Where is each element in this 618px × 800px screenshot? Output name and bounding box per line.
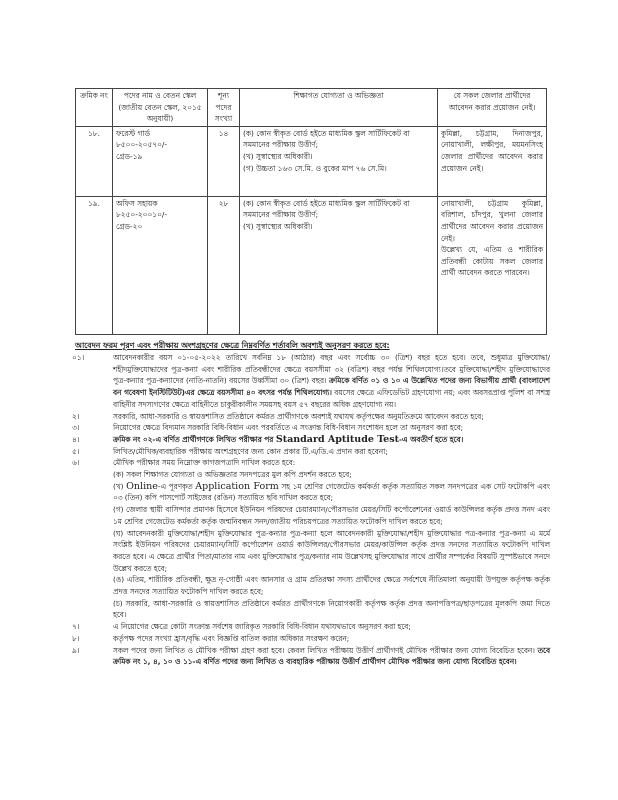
conditions-heading: আবেদন ফরম পূরণ এবং পরীক্ষায় অংশগ্রহণের ক্ষেত্রে নিম্নবর্ণিত শর্তাবলি অবশ্যই অনুসরণ করতে হবে: — [75, 341, 390, 350]
serial-cell: ১৯. — [76, 196, 113, 334]
item-number: ০১। — [72, 353, 85, 362]
item-bold-text: -এ অবতীর্ণ হতে হবে। — [398, 434, 464, 444]
header-serial: ক্রমিক নং — [76, 89, 113, 127]
condition-item — [72, 411, 550, 423]
item-number: ২। — [72, 411, 80, 421]
item-latin-text: Standard Aptitude Test — [275, 433, 399, 445]
post-name: অফিস সহায়ক — [116, 198, 158, 208]
condition-item — [72, 434, 550, 446]
item-text: এ নিয়োগের ক্ষেত্রে কোটা সংক্রান্ত সর্বশেষ জারিকৃত সরকারি বিধি-বিধান যথাযথভাবে অনুসরণ করা হবে; — [113, 622, 411, 632]
post-name: ফরেস্ট গার্ড — [116, 128, 150, 138]
post-cell — [113, 196, 208, 334]
item-text: কর্তৃপক্ষ পদের সংখ্যা হ্রাস/বৃদ্ধি এবং বিজ্ঞপ্তি বাতিল করার অধিকার সংরক্ষণ করেন; — [113, 633, 350, 643]
item-text: সরকারি, আধা-সরকারি ও স্বায়ত্তশাসিত প্রতিষ্ঠানে কর্মরত প্রার্থীগণকে অবশ্যই যথাযথ কর্তৃপক্ষের অনুমতিক্রমে আবেদন করতে হবে; — [113, 411, 484, 421]
table-row — [76, 196, 547, 334]
post-cell — [113, 126, 208, 196]
qualification-item: (খ) সুস্বাস্থ্যের অধিকারী। — [243, 151, 313, 161]
sub-item: (ঙ) এতিম, শারীরিক প্রতিবন্ধী, ক্ষুদ্র নৃ-গোষ্ঠী এবং আনসার ও গ্রাম প্রতিরক্ষা সদস্য প্রার্থীদের ক্ষেত্রে সর্বশেষে নীতিমালা অনুযায়ী উপযুক্ত কর্তৃপক্ষ কর্তৃক প্রদত্ত সনদের সত্যায়িত ফটোকপি দাখিল করতে হবে; — [113, 575, 550, 597]
grade: গ্রেড-২০ — [116, 221, 143, 231]
sub-item: (গ) জেলার স্থায়ী বাসিন্দার প্রমাণক হিসেবে ইউনিয়ন পরিষদের চেয়ারম্যান/পৌরসভার মেয়র/সিটি কর্পোরেশনের ওয়ার্ড কাউন্সিলর কর্তৃক প্রদত্ত সনদ এবং ১ম শ্রেণির গেজেটেড কর্মকর্তা কর্তৃক জন্মনিবন্ধন সনদ/জাতীয় পরিচয়পত্রের সত্যায়িত ফটোকপি দাখিল করতে হবে; — [113, 505, 550, 526]
item-number: ৮। — [72, 633, 80, 643]
sub-item: (চ) সরকারি, আধা-সরকারি ও স্বায়ত্তশাসিত প্রতিষ্ঠানে কর্মরত প্রার্থীগণকে নিয়োগকারী কর্তৃপক্ষ কর্তৃক প্রদত্ত অনাপত্তিপত্র/ছাড়পত্রের মূলকপি জমা দিতে হবে। — [113, 598, 550, 620]
sub-item-text: সহ ১ম শ্রেণির গেজেটেড কর্মকর্তা কর্তৃক সত্যায়িত সকল সনদপত্রের এক সেট ফটোকপি এবং ০৩ (তিন) কপি পাসপোর্ট সাইজের (রঙিন) সত্যায়িত ছবি দাখিল করতে হবে; — [113, 481, 550, 503]
item-number: ৩। — [72, 423, 80, 433]
sub-item-text: -এ পূরণকৃত — [157, 481, 196, 491]
item-text: আবেদনকারীর বয়স ০১-০৫-২০২২ তারিখে সর্বনিম্ন ১৮ (আঠার) বছর এবং সর্বোচ্চ ৩০ (ত্রিশ) বছর হতে হবে। তবে, শুধুমাত্র মুক্তিযোদ্ধা/শহীদমুক্তিযোদ্ধাদের পুত্র-কন্যা এবং শারীরিক প্রতিবন্ধীদের ক্ষেত্রে বয়সসীমা ৩২ (বত্রিশ) বছর পর্যন্ত শিথিলযোগ্য।তবে মুক্তিযোদ্ধা/শহীদ মুক্তিযোদ্ধাদের পুত্র-কন্যার পুত্র-কন্যাদের (নাতি-নাতনি) বয়সের উর্ধ্বসীমা ৩০ (ত্রিশ) বছর। — [113, 353, 550, 386]
sub-item — [113, 481, 550, 504]
condition-item — [72, 422, 550, 434]
item-bold-text: ক্রমিক নং ০২-এ বর্ণিত প্রার্থীগণকে লিখিত পরীক্ষার পর — [113, 434, 276, 444]
count-cell: ১৪ — [208, 126, 240, 196]
item-number: ৯। — [72, 645, 80, 655]
item-text: নিয়োগের ক্ষেত্রে বিদ্যমান সরকারি বিধি-বিধান এবং পরবর্তিতে এ সংক্রান্ত বিধি-বিধান সংশোধন হলে তা অনুসরণ করা হবে; — [113, 423, 464, 433]
serial-cell: ১৮. — [76, 126, 113, 196]
item-bold-text: তবে ক্রমিক নং ১, ৪, ১০ ও ১১-এ বর্ণিত পদের জন্য লিখিত ও ব্যবহারিক পরীক্ষায় উত্তীর্ণ প্রার্থীগণ মৌখিক পরীক্ষার জন্য যোগ্য বিবেচিত হবেন। — [113, 645, 550, 667]
sub-item: (ক) সকল শিক্ষাগত যোগ্যতা ও অভিজ্ঞতার সনদপত্রের মুল কপি প্রদর্শন করতে হবে; — [113, 470, 352, 480]
table-row — [76, 126, 547, 196]
pay-scale: ৮৫০০-২০৫৭০/- — [116, 140, 168, 150]
item-number: ৫। — [72, 446, 80, 456]
qualification-item: (ক) কোন স্বীকৃত বোর্ড হইতে মাধ্যমিক স্কুল সার্টিফিকেট বা সমমানের পরীক্ষায় উত্তীর্ণ; — [243, 128, 410, 150]
condition-item — [72, 621, 550, 633]
item-text: সকল পদের জন্য লিখিত ও মৌখিক পরীক্ষা গ্রহণ করা হবে। কেবল লিখিত পরীক্ষায় উত্তীর্ণ প্রার্থীগণই মৌখিক পরীক্ষার জন্য যোগ্য বিবেচিত হবেন। — [113, 645, 538, 655]
item-text: বয়সের ক্ষেত্রে এফিডেভিট গ্রহণযোগ্য নয়; এবং অবসরপ্রাপ্ত পুলিশ বা সশস্ত্র বাহিনীর সদস্যগণের ক্ষেত্রে বাহিনীতে চাকুরীকালীন সময়সহ বয়স ৫৭ বছরের অধিক গ্রহণযোগ্য নয়। — [113, 388, 550, 409]
item-number: ৭। — [72, 622, 80, 632]
header-districts: যে সকল জেলার প্রার্থীদের আবেদন করার প্রয়োজন নেই। — [438, 89, 547, 127]
item-number: ৬। — [72, 458, 80, 468]
item-bold-text: ক্রমিকে বর্ণিত ০১ ও ১০ এ উল্লেখিত পদের জন্য বিভাগীয় প্রার্থী (বাংলাদেশ বন গবেষণা ইনস্টিটিউট)এর ক্ষেত্রে বয়সসীমা ৪০ বৎসর পর্যন্ত শিথিলযোগ্য। — [113, 376, 550, 398]
districts-text: নোয়াখালী, চট্টগ্রাম কুমিল্লা, বরিশাল, চাঁদপুর, খুলনা জেলার প্রার্থীদের আবেদন করার প্রয়োজন নেই। — [441, 198, 543, 243]
header-post: পদের নাম ও বেতন স্কেল (জাতীয় বেতন স্কেল, ২০১৫ অনুযায়ী) — [113, 89, 208, 127]
districts-cell — [438, 196, 547, 334]
vacancy-table — [75, 88, 547, 335]
item-text: লিখিত/মৌখিক/ব্যবহারিক পরীক্ষায় অংশগ্রহণের জন্য কোন প্রকার টি.এ/ডি.এ প্রদান করা হবেনা; — [113, 446, 388, 456]
qualification-item: (গ) উচ্চতা ১৬৩ সে.মি. ও বুকের মাপ ৭৬ সে.মি। — [243, 163, 387, 173]
sub-item-latin: Application Form — [195, 480, 279, 492]
districts-note: উল্লেখ্য যে, এতিম ও শারীরিক প্রতিবন্ধী কোটায় সকল জেলার প্রার্থী আবেদন করতে পারবেন। — [441, 245, 543, 278]
districts-cell: কুমিল্লা, চট্টগ্রাম, দিনাজপুর, নোয়াখালী, লক্ষীপুর, ময়মনসিংহ জেলার প্রার্থীদের আবেদন করার প্রয়োজন নেই। — [438, 126, 547, 196]
condition-item — [72, 645, 550, 668]
sub-item-latin: Online — [126, 480, 158, 492]
qualification-cell — [240, 126, 438, 196]
item-text: মৌখিক পরীক্ষার সময় নিম্নোক্ত কাগজপত্রাদি দাখিল করতে হবে: — [113, 458, 296, 468]
qualification-cell — [240, 196, 438, 334]
condition-item — [72, 633, 550, 645]
table-header-row — [76, 89, 547, 127]
sub-item: (ঘ) আবেদনকারী মুক্তিযোদ্ধা/শহীদ মুক্তিযোদ্ধার পুত্র-কন্যার পুত্র-কন্যা হলে আবেদনকারী মুক্তিযোদ্ধা/শহীদ মুক্তিযোদ্ধার পত্র-কন্যার পুত্র-কন্যা এ মর্মে সংশ্লিষ্ট ইউনিয়ন পরিষদের চেয়ারম্যান/সিটি কর্পোরেশন ওয়ার্ড কাউন্সিলর/পৌরসভার মেয়র/কাউন্সিল কর্তৃক প্রদত্ত সনদের সত্যায়িত ফটোকপি দাখিল করতে হবে। এ ক্ষেত্রে প্রার্থীর পিতা/মাতার নাম এবং মুক্তিযোদ্ধার পুত্র/কন্যার নাম উল্লেখসহ মুক্তিযোদ্ধার সাথে প্রার্থীর সম্পর্কের বিষয়টি সুস্পষ্টভাবে সনদে উল্লেখ করতে হবে; — [113, 528, 550, 573]
count-cell: ২৮ — [208, 196, 240, 334]
item-number: ৪। — [72, 434, 80, 444]
conditions-list — [72, 352, 550, 668]
condition-item — [72, 457, 550, 469]
pay-scale: ৮২৫০-২০০১০/- — [116, 210, 168, 220]
qualification-item: (খ) সুস্বাস্থ্যের অধিকারী। — [243, 221, 313, 231]
header-count: শূন্য পদের সংখ্যা — [208, 89, 240, 127]
grade: গ্রেড-১৯ — [116, 151, 143, 161]
header-qualification: শিক্ষাগত যোগ্যতা ও অভিজ্ঞতা — [240, 89, 438, 127]
sub-item-text: (খ) — [113, 481, 127, 491]
condition-item — [72, 446, 550, 458]
qualification-item: (ক) কোন স্বীকৃত বোর্ড হইতে মাধ্যমিক স্কুল সার্টিফিকেট বা সমমানের পরীক্ষায় উত্তীর্ণ; — [243, 198, 410, 220]
condition-item — [72, 352, 550, 411]
